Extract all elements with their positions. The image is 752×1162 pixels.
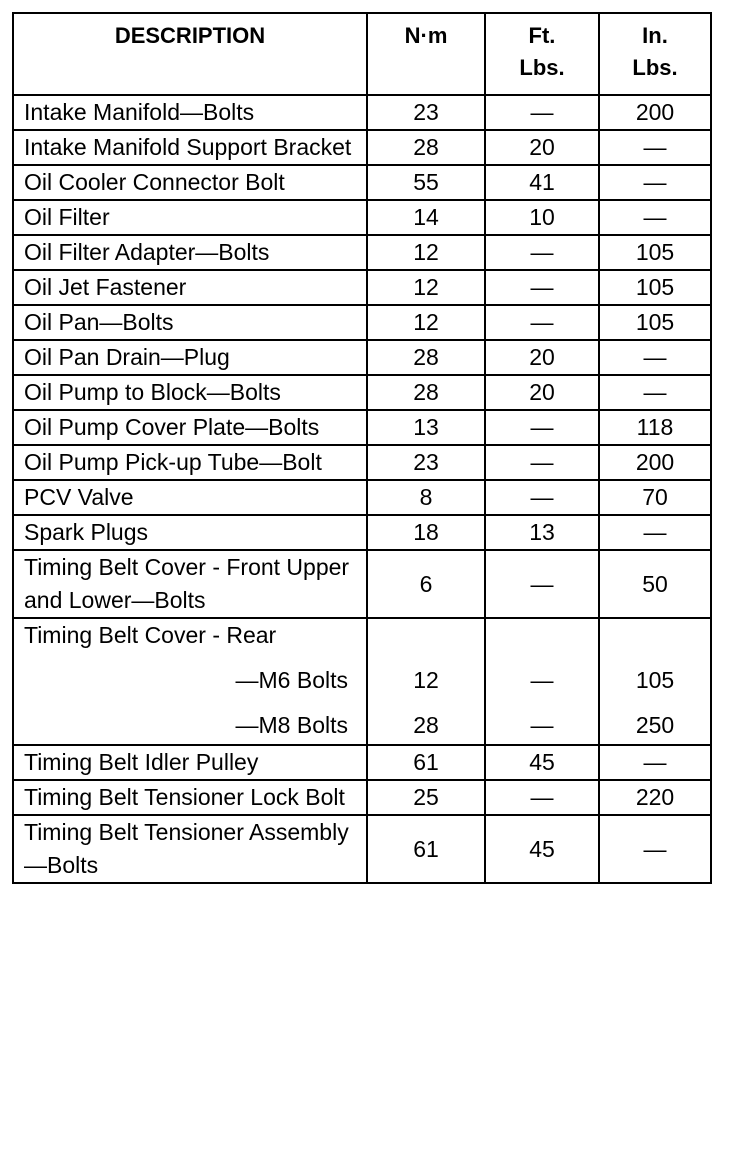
table-row bbox=[13, 410, 711, 445]
in-lbs-cell: — bbox=[599, 745, 711, 780]
ft-lbs-cell: — bbox=[485, 305, 599, 340]
ft-lbs-cell: — bbox=[485, 550, 599, 618]
ft-lbs-cell: 41 bbox=[485, 165, 599, 200]
nm-cell: 28 bbox=[367, 375, 485, 410]
in-lbs-cell: — bbox=[599, 165, 711, 200]
rear-cover-m8-nm: 28 bbox=[413, 712, 439, 738]
ft-lbs-cell: — bbox=[485, 95, 599, 130]
description-cell: Timing Belt Cover - Front Upper and Lower—Bolts bbox=[13, 550, 367, 618]
header-in-lbs: In. Lbs. bbox=[599, 13, 711, 95]
description-cell: Timing Belt Idler Pulley bbox=[13, 745, 367, 780]
table-row bbox=[13, 780, 711, 815]
in-lbs-cell: 50 bbox=[599, 550, 711, 618]
nm-cell: 25 bbox=[367, 780, 485, 815]
table-row bbox=[13, 270, 711, 305]
in-lbs-cell: — bbox=[599, 340, 711, 375]
in-lbs-cell: — bbox=[599, 130, 711, 165]
nm-cell: 23 bbox=[367, 95, 485, 130]
in-lbs-cell: 220 bbox=[599, 780, 711, 815]
header-description: DESCRIPTION bbox=[13, 13, 367, 95]
nm-cell: 13 bbox=[367, 410, 485, 445]
ft-lbs-cell: — bbox=[485, 780, 599, 815]
nm-cell: 6 bbox=[367, 550, 485, 618]
nm-cell: 12 bbox=[367, 235, 485, 270]
nm-cell: 61 bbox=[367, 745, 485, 780]
ft-lbs-cell: 20 bbox=[485, 130, 599, 165]
header-row bbox=[13, 13, 711, 95]
description-cell: Oil Pan—Bolts bbox=[13, 305, 367, 340]
table-row bbox=[13, 235, 711, 270]
in-lbs-cell: 200 bbox=[599, 95, 711, 130]
nm-cell: 55 bbox=[367, 165, 485, 200]
ft-lbs-cell: — bbox=[485, 410, 599, 445]
table-row bbox=[13, 745, 711, 780]
description-cell: Intake Manifold Support Bracket bbox=[13, 130, 367, 165]
ft-lbs-cell: — bbox=[485, 480, 599, 515]
table-row bbox=[13, 550, 711, 618]
nm-cell: 28 bbox=[367, 340, 485, 375]
description-cell: Intake Manifold—Bolts bbox=[13, 95, 367, 130]
description-cell: Oil Cooler Connector Bolt bbox=[13, 165, 367, 200]
rear-cover-m6-nm: 12 bbox=[413, 667, 439, 693]
rear-cover-m8-in: 250 bbox=[635, 712, 675, 738]
header-ft-lbs: Ft. Lbs. bbox=[485, 13, 599, 95]
table-row bbox=[13, 375, 711, 410]
in-lbs-cell: 200 bbox=[599, 445, 711, 480]
table-row bbox=[13, 515, 711, 550]
ft-lbs-cell: — bbox=[485, 235, 599, 270]
table-row bbox=[13, 200, 711, 235]
description-cell: Oil Jet Fastener bbox=[13, 270, 367, 305]
in-lbs-cell: — bbox=[599, 200, 711, 235]
in-lbs-cell: 105 bbox=[599, 235, 711, 270]
rear-cover-description: Timing Belt Cover - Rear bbox=[24, 622, 277, 648]
ft-lbs-cell: 20 bbox=[485, 375, 599, 410]
ft-lbs-cell: — bbox=[485, 270, 599, 305]
ft-lbs-cell: — bbox=[485, 445, 599, 480]
description-cell: Timing Belt Tensioner Lock Bolt bbox=[13, 780, 367, 815]
nm-cell: 8 bbox=[367, 480, 485, 515]
in-lbs-cell: — bbox=[599, 375, 711, 410]
description-cell: Spark Plugs bbox=[13, 515, 367, 550]
table-row bbox=[13, 480, 711, 515]
in-lbs-cell: — bbox=[599, 515, 711, 550]
torque-spec-table bbox=[12, 12, 712, 884]
description-cell: PCV Valve bbox=[13, 480, 367, 515]
ft-lbs-cell: 45 bbox=[485, 745, 599, 780]
nm-cell: 28 bbox=[367, 130, 485, 165]
rear-cover-m6-ft: — bbox=[530, 667, 554, 693]
description-cell: Oil Pump Pick-up Tube—Bolt bbox=[13, 445, 367, 480]
table-row-rear-cover bbox=[13, 618, 711, 745]
table-row bbox=[13, 165, 711, 200]
rear-cover-m8-description: —M8 Bolts bbox=[235, 712, 348, 738]
description-cell: Oil Pan Drain—Plug bbox=[13, 340, 367, 375]
in-lbs-cell: — bbox=[599, 815, 711, 883]
table-row bbox=[13, 130, 711, 165]
nm-cell: 61 bbox=[367, 815, 485, 883]
description-cell: Oil Filter Adapter—Bolts bbox=[13, 235, 367, 270]
ft-lbs-cell: 10 bbox=[485, 200, 599, 235]
table-row bbox=[13, 815, 711, 883]
table-row bbox=[13, 340, 711, 375]
table-row bbox=[13, 445, 711, 480]
description-cell: Oil Pump Cover Plate—Bolts bbox=[13, 410, 367, 445]
rear-cover-m6-description: —M6 Bolts bbox=[235, 667, 348, 693]
rear-cover-m8-ft: — bbox=[530, 712, 554, 738]
ft-lbs-cell: 13 bbox=[485, 515, 599, 550]
ft-lbs-cell: 45 bbox=[485, 815, 599, 883]
nm-cell: 23 bbox=[367, 445, 485, 480]
table-row bbox=[13, 95, 711, 130]
nm-cell: 14 bbox=[367, 200, 485, 235]
header-nm: N·m bbox=[367, 13, 485, 95]
description-cell: Timing Belt Tensioner Assembly—Bolts bbox=[13, 815, 367, 883]
in-lbs-cell: 105 bbox=[599, 305, 711, 340]
nm-cell: 18 bbox=[367, 515, 485, 550]
rear-cover-m6-in: 105 bbox=[635, 667, 675, 693]
table-row bbox=[13, 305, 711, 340]
in-lbs-cell: 118 bbox=[599, 410, 711, 445]
description-cell: Oil Pump to Block—Bolts bbox=[13, 375, 367, 410]
nm-cell: 12 bbox=[367, 305, 485, 340]
description-cell: Oil Filter bbox=[13, 200, 367, 235]
nm-cell: 12 bbox=[367, 270, 485, 305]
in-lbs-cell: 70 bbox=[599, 480, 711, 515]
in-lbs-cell: 105 bbox=[599, 270, 711, 305]
ft-lbs-cell: 20 bbox=[485, 340, 599, 375]
